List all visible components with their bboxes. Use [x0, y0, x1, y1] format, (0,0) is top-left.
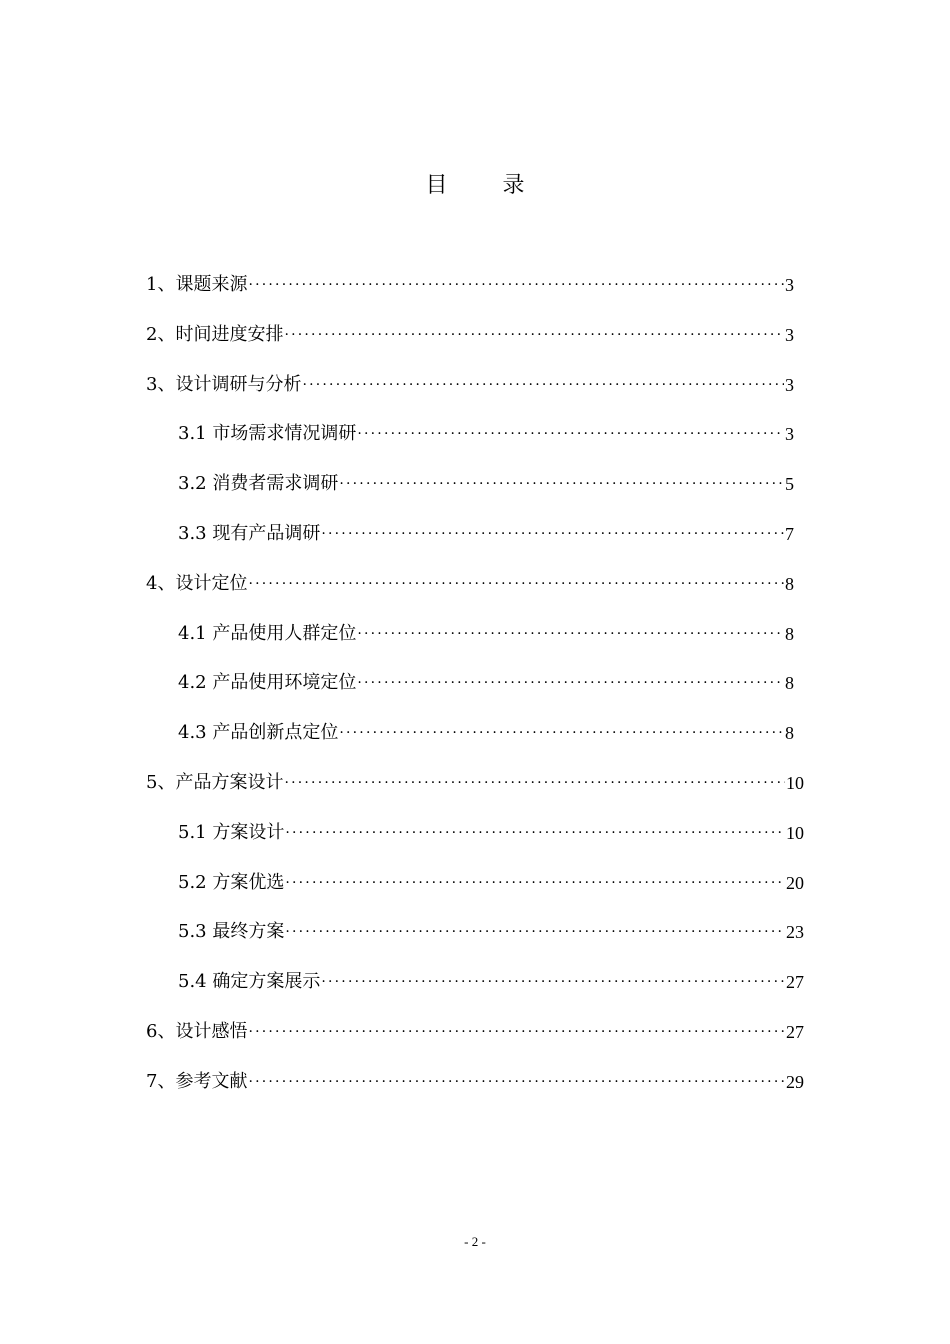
- toc-entry-label: 2、时间进度安排: [146, 323, 284, 345]
- toc-entry[interactable]: [178, 467, 794, 501]
- toc-entry[interactable]: [178, 816, 804, 850]
- toc-entry-label: 5.3 最终方案: [178, 921, 285, 943]
- toc-entry[interactable]: [146, 1015, 804, 1049]
- toc-dot-leader: [248, 1015, 785, 1049]
- toc-dot-leader: [339, 716, 784, 750]
- toc-entry-label: 5.2 方案优选: [178, 871, 285, 893]
- toc-entry[interactable]: [146, 567, 794, 601]
- toc-dot-leader: [285, 816, 785, 850]
- toc-entry-page-number: 27: [786, 1022, 804, 1042]
- toc-entry-label: 5.4 确定方案展示: [178, 971, 321, 993]
- toc-entry[interactable]: [178, 965, 804, 999]
- toc-dot-leader: [284, 318, 784, 352]
- toc-dot-leader: [285, 866, 785, 900]
- page-number-footer: - 2 -: [464, 1234, 486, 1249]
- toc-entry[interactable]: [146, 1065, 804, 1099]
- toc-dot-leader: [321, 965, 785, 999]
- toc-dot-leader: [321, 517, 784, 551]
- toc-entry-page-number: 3: [785, 324, 794, 345]
- toc-dot-leader: [248, 268, 784, 302]
- toc-dot-leader: [248, 567, 784, 601]
- toc-entry[interactable]: [178, 666, 794, 700]
- toc-dot-leader: [357, 417, 784, 451]
- toc-entry-label: 3.3 现有产品调研: [178, 523, 321, 544]
- toc-entry-page-number: 3: [785, 374, 794, 395]
- toc-dot-leader: [284, 766, 785, 800]
- toc-entry-page-number: 10: [786, 773, 804, 793]
- toc-entry-label: 3、设计调研与分析: [146, 373, 302, 395]
- toc-dot-leader: [248, 1065, 785, 1099]
- toc-entry[interactable]: [178, 417, 794, 451]
- toc-entry-label: 1、课题来源: [146, 274, 248, 295]
- page-title: 目 录: [425, 173, 549, 198]
- toc-entry[interactable]: [146, 318, 794, 352]
- toc-entry-label: 6、设计感悟: [146, 1021, 248, 1042]
- toc-entry-page-number: 8: [785, 573, 794, 594]
- toc-dot-leader: [302, 368, 784, 402]
- toc-entry-page-number: 29: [786, 1071, 804, 1092]
- toc-entry-page-number: 27: [786, 972, 804, 993]
- toc-entry[interactable]: [178, 915, 804, 949]
- toc-entry-page-number: 8: [785, 723, 794, 744]
- toc-entry-label: 7、参考文献: [146, 1070, 248, 1092]
- toc-entry-page-number: 3: [785, 275, 794, 295]
- toc-entry[interactable]: [178, 617, 794, 651]
- toc-entry[interactable]: [146, 766, 804, 800]
- toc-entry-label: 3.2 消费者需求调研: [178, 473, 339, 495]
- toc-entry-label: 4.3 产品创新点定位: [178, 722, 339, 744]
- toc-entry-page-number: 7: [785, 524, 794, 544]
- toc-entry-label: 4.2 产品使用环境定位: [178, 672, 357, 694]
- toc-entry-label: 3.1 市场需求情况调研: [178, 423, 357, 445]
- toc-entry-label: 4.1 产品使用人群定位: [178, 622, 357, 644]
- toc-entry[interactable]: [178, 716, 794, 750]
- toc-dot-leader: [357, 617, 784, 651]
- toc-entry[interactable]: [146, 368, 794, 402]
- toc-dot-leader: [357, 666, 784, 700]
- toc-entry-page-number: 23: [786, 922, 804, 943]
- toc-entry-page-number: 5: [785, 474, 794, 495]
- toc-entry[interactable]: [178, 866, 804, 900]
- toc-entry-label: 4、设计定位: [146, 572, 248, 594]
- toc-entry-page-number: 20: [786, 872, 804, 893]
- toc-entry[interactable]: [178, 517, 794, 551]
- toc-entry-page-number: 8: [785, 673, 794, 694]
- toc-entry[interactable]: [146, 268, 794, 302]
- toc-entry-page-number: 8: [785, 623, 794, 644]
- toc-dot-leader: [339, 467, 784, 501]
- toc-entry-label: 5.1 方案设计: [178, 821, 285, 843]
- toc-entry-page-number: 10: [786, 822, 804, 843]
- toc-entry-label: 5、产品方案设计: [146, 772, 284, 793]
- toc-entry-page-number: 3: [785, 424, 794, 445]
- toc-dot-leader: [285, 915, 785, 949]
